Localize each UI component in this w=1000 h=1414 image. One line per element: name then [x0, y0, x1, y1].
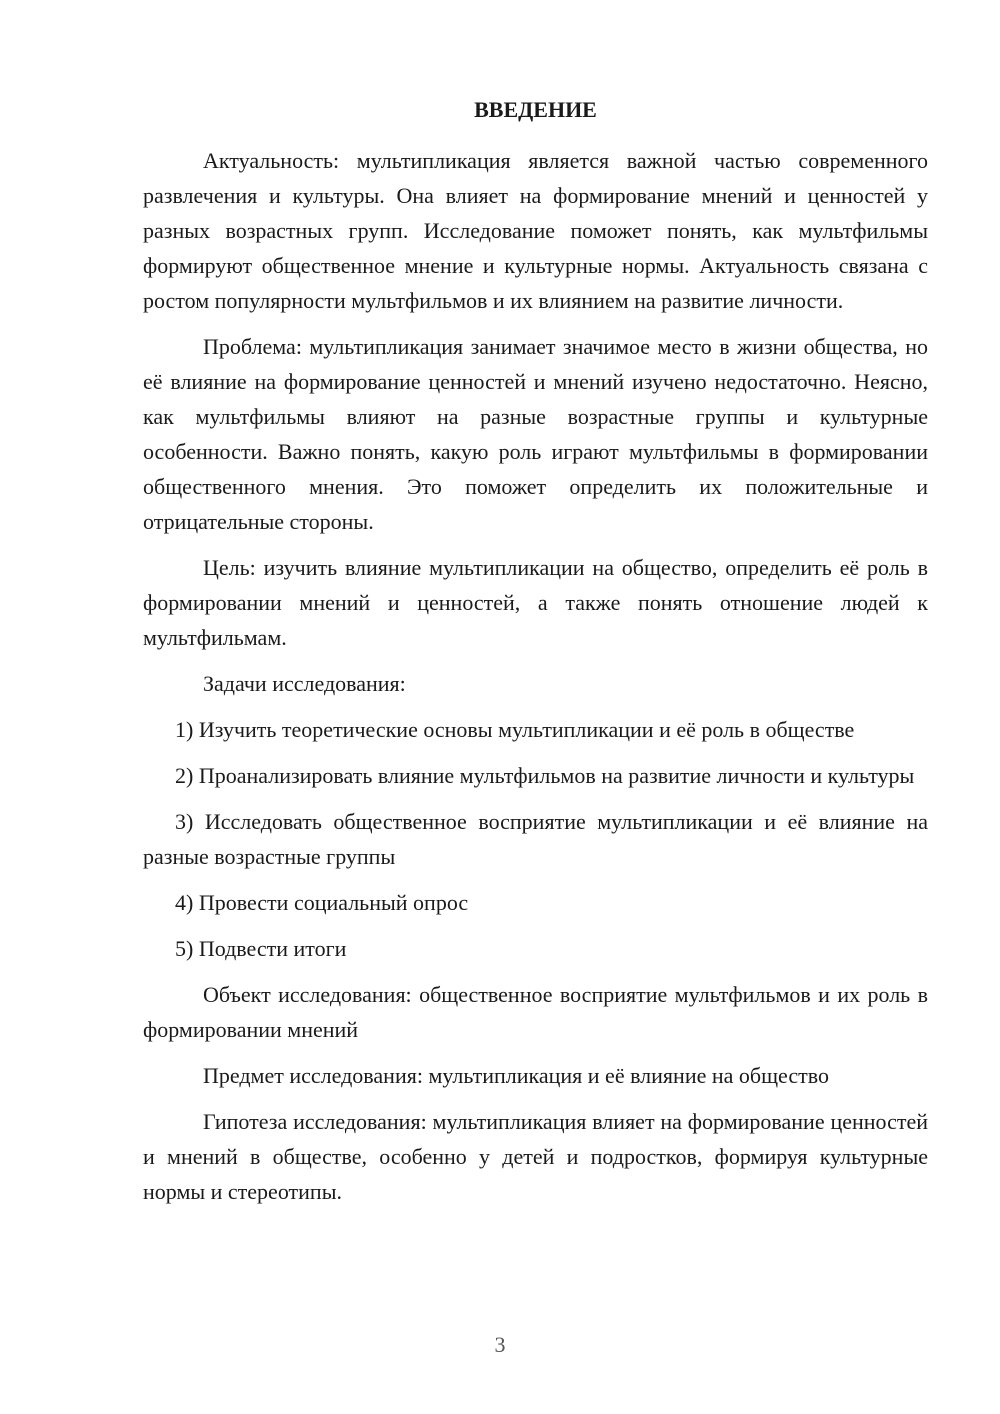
goal-paragraph: Цель: изучить влияние мультипликации на общество, определить её роль в формировании мнений и ценностей, а также понять отношение людей к мультфильмам. — [143, 555, 928, 650]
section-title: ВВЕДЕНИЕ — [474, 97, 597, 122]
subject-paragraph: Предмет исследования: мультипликация и её влияние на общество — [203, 1063, 829, 1088]
page-number: 3 — [494, 1332, 506, 1357]
task-item-3: 3) Исследовать общественное восприятие мультипликации и её влияние на разные возрастные группы — [143, 809, 928, 869]
task-item-5: 5) Подвести итоги — [175, 936, 347, 961]
task-item-1: 1) Изучить теоретические основы мультипликации и её роль в обществе — [175, 717, 855, 742]
problem-paragraph: Проблема: мультипликация занимает значимое место в жизни общества, но её влияние на формирование ценностей и мнений изучено недостаточно. Неясно, как мультфильмы влияют на разные возрастные группы и культурные особенности. Важно понять, какую роль играют мультфильмы в формировании общественного мнения. Это поможет определить их положительные и отрицательные стороны. — [143, 334, 928, 534]
tasks-heading: Задачи исследования: — [203, 671, 406, 696]
relevance-paragraph: Актуальность: мультипликация является важной частью современного развлечения и культуры. Она влияет на формирование мнений и ценностей у разных возрастных групп. Исследование поможет понять, как мультфильмы формируют общественное мнение и культурные нормы. Актуальность связана с ростом популярности мультфильмов и их влиянием на развитие личности. — [143, 148, 928, 313]
hypothesis-paragraph: Гипотеза исследования: мультипликация влияет на формирование ценностей и мнений в обществе, особенно у детей и подростков, формируя культурные нормы и стереотипы. — [143, 1109, 928, 1204]
task-item-2: 2) Проанализировать влияние мультфильмов на развитие личности и культуры — [175, 763, 915, 788]
object-paragraph: Объект исследования: общественное восприятие мультфильмов и их роль в формировании мнений — [143, 982, 928, 1042]
document-page — [143, 92, 928, 1220]
task-item-4: 4) Провести социальный опрос — [175, 890, 469, 915]
